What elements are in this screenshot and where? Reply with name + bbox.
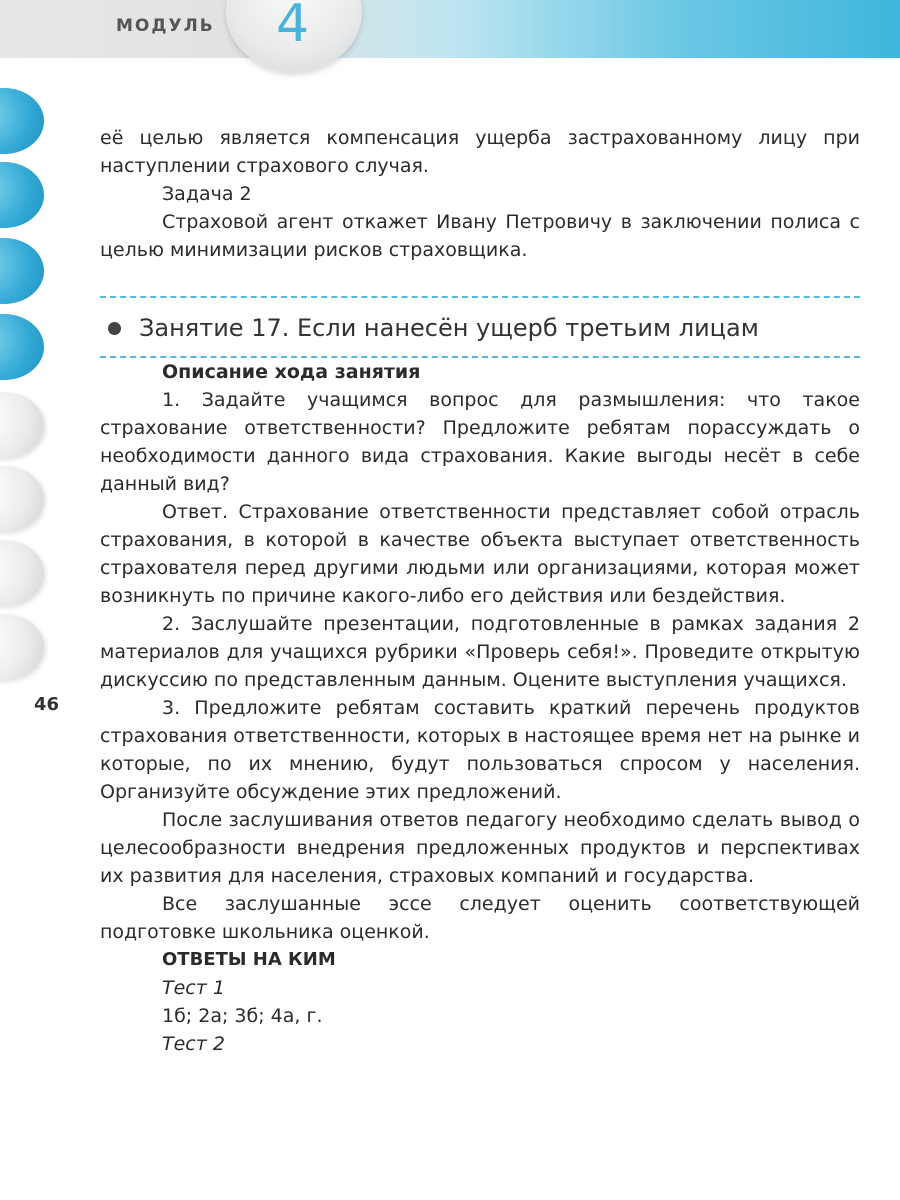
paragraph: 2. Заслушайте презентации, подготовленные в рамках задания 2 материалов для учащихся рубрики «Проверь себя!». Проведите открытую дискуссию по представленным данным. Оцените выступления учащихся. <box>100 613 860 691</box>
paragraph: 3. Предложите ребятам составить краткий перечень продуктов страхования ответственности, которых в настоящее время нет на рынке и которые, по их мнению, будут пользоваться спросом у населения. Организуйте обсуждение этих предложений. <box>100 697 860 803</box>
divider-top <box>100 296 860 298</box>
answers-heading: ОТВЕТЫ НА КИМ <box>162 949 336 970</box>
binder-ring <box>0 162 44 228</box>
section-subheading: Описание хода занятия <box>162 361 421 383</box>
binder-ring <box>0 88 44 154</box>
paragraph: Все заслушанные эссе следует оценить соответствующей подготовке школьника оценкой. <box>100 893 860 943</box>
page-content <box>100 124 860 1058</box>
module-label: МОДУЛЬ <box>116 16 215 36</box>
paragraph: её целью является компенсация ущерба застрахованному лицу при наступлении страхового случая. <box>100 127 860 177</box>
test-label: Тест 1 <box>162 977 225 999</box>
binder-ring <box>0 466 44 532</box>
paragraph: После заслушивания ответов педагогу необходимо сделать вывод о целесообразности внедрения предложенных продуктов и перспективах их развития для населения, страховых компаний и государства. <box>100 809 860 887</box>
paragraph: Ответ. Страхование ответственности представляет собой отрасль страхования, в которой в качестве объекта выступает ответственность страхователя перед другими людьми или организациями, которая может возникнуть по причине какого-либо его действия или бездействия. <box>100 501 860 607</box>
lesson-title: Занятие 17. Если нанесён ущерб третьим лицам <box>139 314 759 342</box>
binder-ring <box>0 614 44 680</box>
task-label: Задача 2 <box>162 183 252 205</box>
lesson-heading <box>108 314 860 342</box>
page-number: 46 <box>34 694 60 715</box>
binder-ring <box>0 238 44 304</box>
bullet-icon <box>108 322 121 335</box>
module-number: 4 <box>276 0 310 54</box>
binder-ring <box>0 540 44 606</box>
paragraph: Страховой агент откажет Ивану Петровичу в заключении полиса с целью минимизации рисков страховщика. <box>100 211 860 261</box>
paragraph: 1. Задайте учащимся вопрос для размышления: что такое страхование ответственности? Предложите ребятам порассуждать о необходимости данного вида страхования. Какие выгоды несёт в себе данный вид? <box>100 389 860 495</box>
test-answers: 1б; 2а; 3б; 4а, г. <box>162 1005 323 1027</box>
binder-ring <box>0 314 44 380</box>
binder-ring <box>0 392 44 458</box>
test-label: Тест 2 <box>162 1033 225 1055</box>
